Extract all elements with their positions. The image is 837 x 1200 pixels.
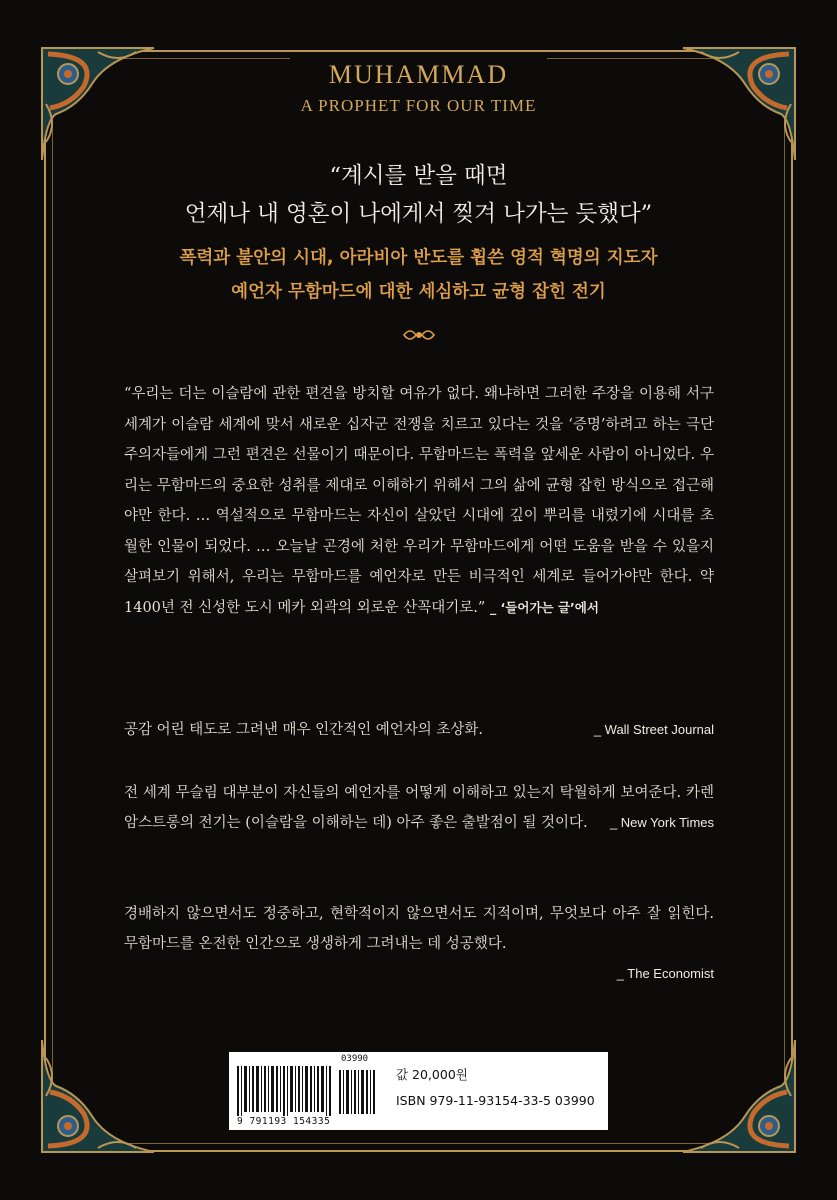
ornament-corner-icon [679,1036,799,1156]
barcode-panel [229,1052,608,1130]
review-nyt [124,778,714,838]
review-attribution: _ New York Times [609,815,714,830]
isbn-label: ISBN 979-11-93154-33-5 03990 [396,1093,595,1108]
review-text: 경배하지 않으면서도 정중하고, 현학적이지 않으면서도 지적이며, 무엇보다 아주 잘 읽힌다. 무함마드를 온전한 인간으로 생생하게 그려내는 데 성공했다. [124,906,714,952]
ornament-corner-icon [38,1036,158,1156]
headline-quote [80,157,757,233]
review-wsj [124,715,714,745]
quote-line-1: “계시를 받을 때면 [329,163,508,189]
barcode-addon: 03990 [341,1054,369,1064]
tagline-line-2: 예언자 무함마드에 대한 세심하고 균형 잡힌 전기 [231,282,606,302]
book-title: MUHAMMAD [328,60,509,89]
book-excerpt [124,379,714,623]
quote-line-2: 언제나 내 영혼이 나에게서 찢겨 나가는 듯했다” [184,201,653,227]
price-label: 값 20,000원 [396,1067,468,1082]
barcode-icon [237,1058,383,1116]
book-subtitle: A PROPHET FOR OUR TIME [300,96,537,115]
excerpt-text: “우리는 더는 이슬람에 관한 편견을 방치할 여유가 없다. 왜냐하면 그러한 주장을 이용해 서구 세계가 이슬람 세계에 맞서 새로운 십자군 전쟁을 치르고 있다는 것을 ‘증명’하려고 하는 극단주의자들에게 그런 편견은 선물이기 때문이다. 무함마드는 폭력을 앞세운 사람이 아니었다. 우리는 무함마드의 중요한 성취를 제대로 이해하기 위해서 그의 삶에 균형 잡힌 방식으로 접근해야만 한다. … 역설적으로 무함마드는 자신이 살았던 시대에 깊이 뿌리를 내렸기에 시대를 초월한 인물이 되었다. … 오늘날 곤경에 처한 우리가 무함마드에게 어떤 도움을 받을 수 있을지 살펴보기 위해서, 우리는 무함마드를 예언자로 만든 비극적인 세계로 들어가야만 한다. 약 1400년 전 신성한 도시 메카 외곽의 외로운 산꼭대기로.” [124,386,714,616]
barcode-number: 9 791193 154335 [237,1116,331,1127]
tagline-line-1: 폭력과 불안의 시대, 아라비아 반도를 휩쓴 영적 혁명의 지도자 [179,248,658,268]
excerpt-source: _ ‘들어가는 글’에서 [489,599,599,615]
review-text: 공감 어린 태도로 그려낸 매우 인간적인 예언자의 초상화. [124,722,484,738]
divider-ornament-icon [402,325,436,345]
ornament-corner-icon [679,44,799,164]
title-block [290,58,547,128]
review-economist [124,899,714,989]
tagline [80,241,757,309]
review-attribution: _ The Economist [616,966,714,981]
review-text: 전 세계 무슬림 대부분이 자신들의 예언자를 어떻게 이해하고 있는지 탁월하게 보여준다. 카렌 암스트롱의 전기는 (이슬람을 이해하는 데) 아주 좋은 출발점이 될 것이다. [124,785,714,831]
review-attribution: _ Wall Street Journal [593,722,714,737]
ornament-corner-icon [38,44,158,164]
